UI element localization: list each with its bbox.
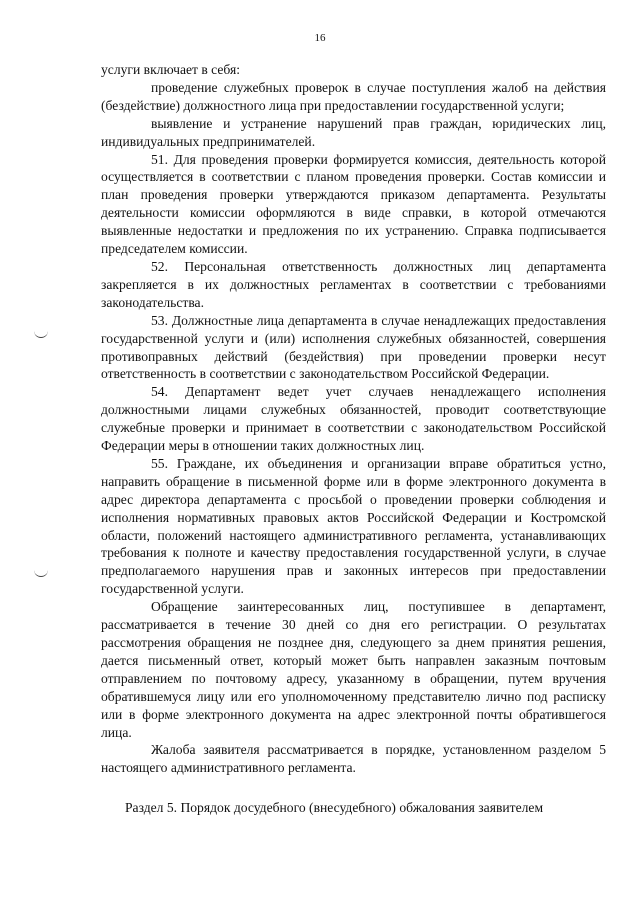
document-body bbox=[101, 61, 606, 817]
paragraph-intro: услуги включает в себя: bbox=[101, 62, 241, 77]
paragraph-list-item: проведение служебных проверок в случае поступления жалоб на действия (бездействие) должностного лица при предоставлении государственной услуги; bbox=[101, 79, 606, 113]
paragraph-52: 52. Персональная ответственность должностных лиц департамента закрепляется в их должностных регламентах в соответствии с требованиями законодательства. bbox=[101, 258, 606, 310]
paragraph-appeal-review: Обращение заинтересованных лиц, поступившее в департамент, рассматривается в течение 30 дней со дня его регистрации. О результатах рассмотрения обращения не позднее дня, следующего за днем принятия решения, дается письменный ответ, который может быть направлен заказным почтовым отправлением по почтовому адресу, указанному в обращении, путем вручения обратившемуся лицу или его уполномоченному представителю лично под расписку или в форме электронного документа на адрес электронной почты обратившегося лица. bbox=[101, 599, 606, 740]
paragraph-53: 53. Должностные лица департамента в случае ненадлежащих предоставления государственной услуги и (или) исполнения служебных обязанностей, совершения противоправных действий (бездействия) при проведении проверки несут ответственность в соответствии с законодательством Российской Федерации. bbox=[101, 312, 606, 382]
paragraph-55: 55. Граждане, их объединения и организации вправе обратиться устно, направить обращение в письменной форме или в форме электронного документа в адрес директора департамента с просьбой о проведении проверки соблюдения и исполнения нормативных правовых актов Российской Федерации и Костромской области, положений настоящего административного регламента, устанавливающих требования к полноте и качеству предоставления государственной услуги, в случае предполагаемого нарушения прав и законных интересов при предоставлении государственной услуги. bbox=[101, 455, 606, 597]
paragraph-complaint: Жалоба заявителя рассматривается в порядке, установленном разделом 5 настоящего административного регламента. bbox=[101, 742, 606, 776]
page-number: 16 bbox=[314, 32, 326, 44]
punch-hole-mark bbox=[34, 569, 48, 577]
paragraph-51: 51. Для проведения проверки формируется комиссия, деятельность которой осуществляется в соответствии с планом проведения проверки. Состав комиссии и план проведения проверки утверждаются приказом департамента. Результаты деятельности комиссии оформляются в виде справки, в которой отмечаются выявленные недостатки и предложения по их устранению. Справка подписывается председателем комиссии. bbox=[101, 151, 606, 257]
paragraph-54: 54. Департамент ведет учет случаев ненадлежащего исполнения должностными лицами служебных обязанностей, проводит соответствующие служебные проверки и принимает в соответствии с законодательством Российской Федерации меры в отношении таких должностных лиц. bbox=[101, 384, 606, 454]
paragraph-list-item: выявление и устранение нарушений прав граждан, юридических лиц, индивидуальных предпринимателей. bbox=[101, 115, 606, 149]
punch-hole-mark bbox=[34, 330, 48, 338]
section-heading: Раздел 5. Порядок досудебного (внесудебного) обжалования заявителем bbox=[125, 800, 544, 816]
